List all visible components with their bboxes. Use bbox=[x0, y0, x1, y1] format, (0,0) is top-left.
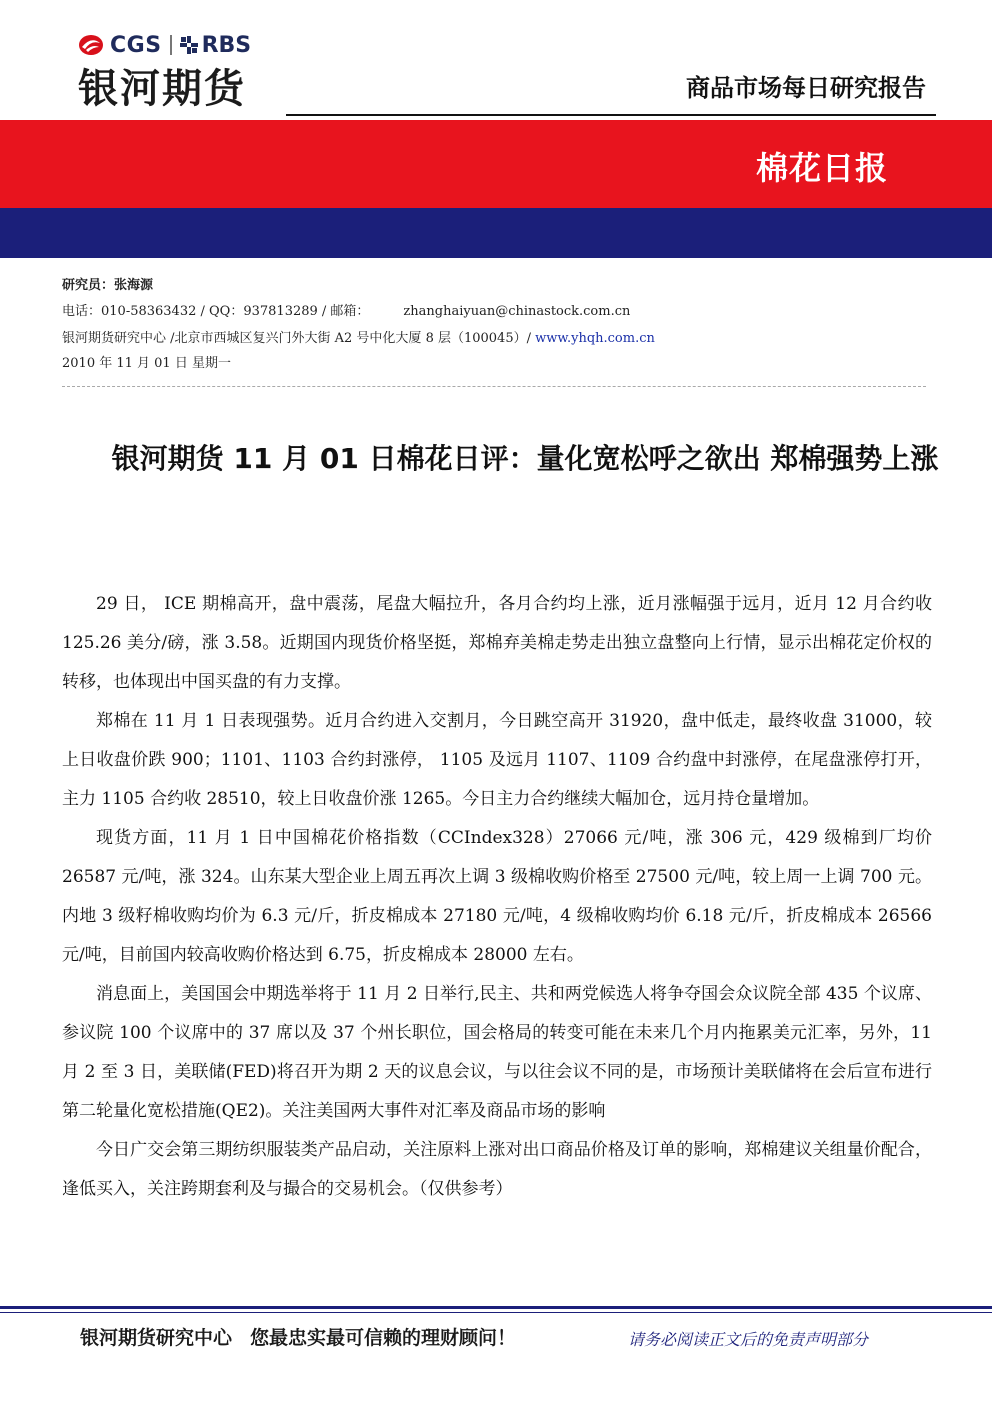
footer-slogan-left: 银河期货研究中心 bbox=[80, 1327, 233, 1349]
address-text: 银河期货研究中心 /北京市西城区复兴门外大街 A2 号中化大厦 8 层（100045）/ bbox=[62, 331, 536, 346]
report-date: 2010 年 11 月 01 日 星期一 bbox=[62, 356, 231, 371]
banner-title: 棉花日报 bbox=[755, 149, 888, 187]
paragraph-zhengzhou-cotton: 郑棉在 11 月 1 日表现强势。近月合约进入交割月，今日跳空高开 31920，盘中低走，最终收盘 31000，较上日收盘价跌 900；1101、1103 合约封涨停， 1105 及远月 1107、1109 合约盘中封涨停，在尾盘涨停打开，主力 1105 合约收 28510，较上日收盘价涨 1265。今日主力合约继续大幅加仓，远月持仓量增加。 bbox=[62, 711, 932, 809]
contact-text: 电话：010-58363432 / QQ：937813289 / 邮箱： bbox=[62, 304, 370, 319]
report-type-title: 商品市场每日研究报告 bbox=[686, 74, 926, 102]
header-divider bbox=[286, 114, 936, 116]
logo-rbs-text: RBS bbox=[201, 32, 252, 58]
rbs-daisy-icon bbox=[180, 36, 198, 54]
email-address[interactable]: zhanghaiyuan@chinastock.com.cn bbox=[403, 304, 631, 319]
paragraph-news: 消息面上，美国国会中期选举将于 11 月 2 日举行,民主、共和两党候选人将争夺国会众议院全部 435 个议席、参议院 100 个议席中的 37 席以及 37 个州长职位，国会格局的转变可能在未来几个月内拖累美元汇率，另外，11 月 2 至 3 日，美联储(FED)将召开为期 2 天的议息会议，与以往会议不同的是，市场预计美联储将在会后宣布进行第二轮量化宽松措施(QE2)。关注美国两大事件对汇率及商品市场的影响 bbox=[62, 984, 932, 1121]
contact-line bbox=[62, 303, 630, 321]
article-title: 银河期货 11 月 01 日棉花日评：量化宽松呼之欲出 郑棉强势上涨 bbox=[111, 442, 939, 475]
footer-slogan-right: 您最忠实最可信赖的理财顾问！ bbox=[250, 1327, 517, 1349]
article-body bbox=[62, 585, 932, 1209]
footer-divider-thick bbox=[0, 1306, 992, 1309]
company-name: 银河期货 bbox=[78, 66, 246, 112]
paragraph-outlook: 今日广交会第三期纺织服装类产品启动，关注原料上涨对出口商品价格及订单的影响，郑棉建议关组量价配合，逢低买入，关注跨期套利及与撮合的交易机会。（仅供参考） bbox=[62, 1140, 932, 1199]
cgs-swirl-icon bbox=[78, 34, 104, 56]
researcher-line: 研究员：张海源 bbox=[62, 278, 154, 293]
logo-cgs-rbs bbox=[78, 30, 251, 60]
paragraph-spot-market: 现货方面，11 月 1 日中国棉花价格指数（CCIndex328）27066 元/吨，涨 306 元，429 级棉到厂均价 26587 元/吨，涨 324。山东某大型企业上周五再次上调 3 级棉收购价格至 27500 元/吨，较上周一上调 700 元。内地 3 级籽棉收购均价为 6.3 元/斤，折皮棉成本 27180 元/吨，4 级棉收购均价 6.18 元/斤，折皮棉成本 26566 元/吨，目前国内较高收购价格达到 6.75，折皮棉成本 28000 左右。 bbox=[62, 828, 932, 965]
footer-slogan bbox=[80, 1324, 516, 1352]
banner-blue-band bbox=[0, 208, 992, 258]
meta-divider bbox=[62, 386, 926, 387]
logo-separator bbox=[170, 35, 172, 55]
website-link[interactable]: www.yhqh.com.cn bbox=[535, 331, 655, 346]
paragraph-ice-cotton: 29 日， ICE 期棉高开，盘中震荡，尾盘大幅拉升，各月合约均上涨，近月涨幅强于远月，近月 12 月合约收 125.26 美分/磅，涨 3.58。近期国内现货价格坚挺，郑棉弃美棉走势走出独立盘整向上行情，显示出棉花定价权的转移，也体现出中国买盘的有力支撑。 bbox=[62, 594, 932, 692]
footer-divider-thin bbox=[0, 1312, 992, 1313]
address-line bbox=[62, 330, 655, 348]
footer-disclaimer: 请务必阅读正文后的免责声明部分 bbox=[628, 1330, 869, 1349]
logo-cgs-text: CGS bbox=[110, 32, 162, 58]
